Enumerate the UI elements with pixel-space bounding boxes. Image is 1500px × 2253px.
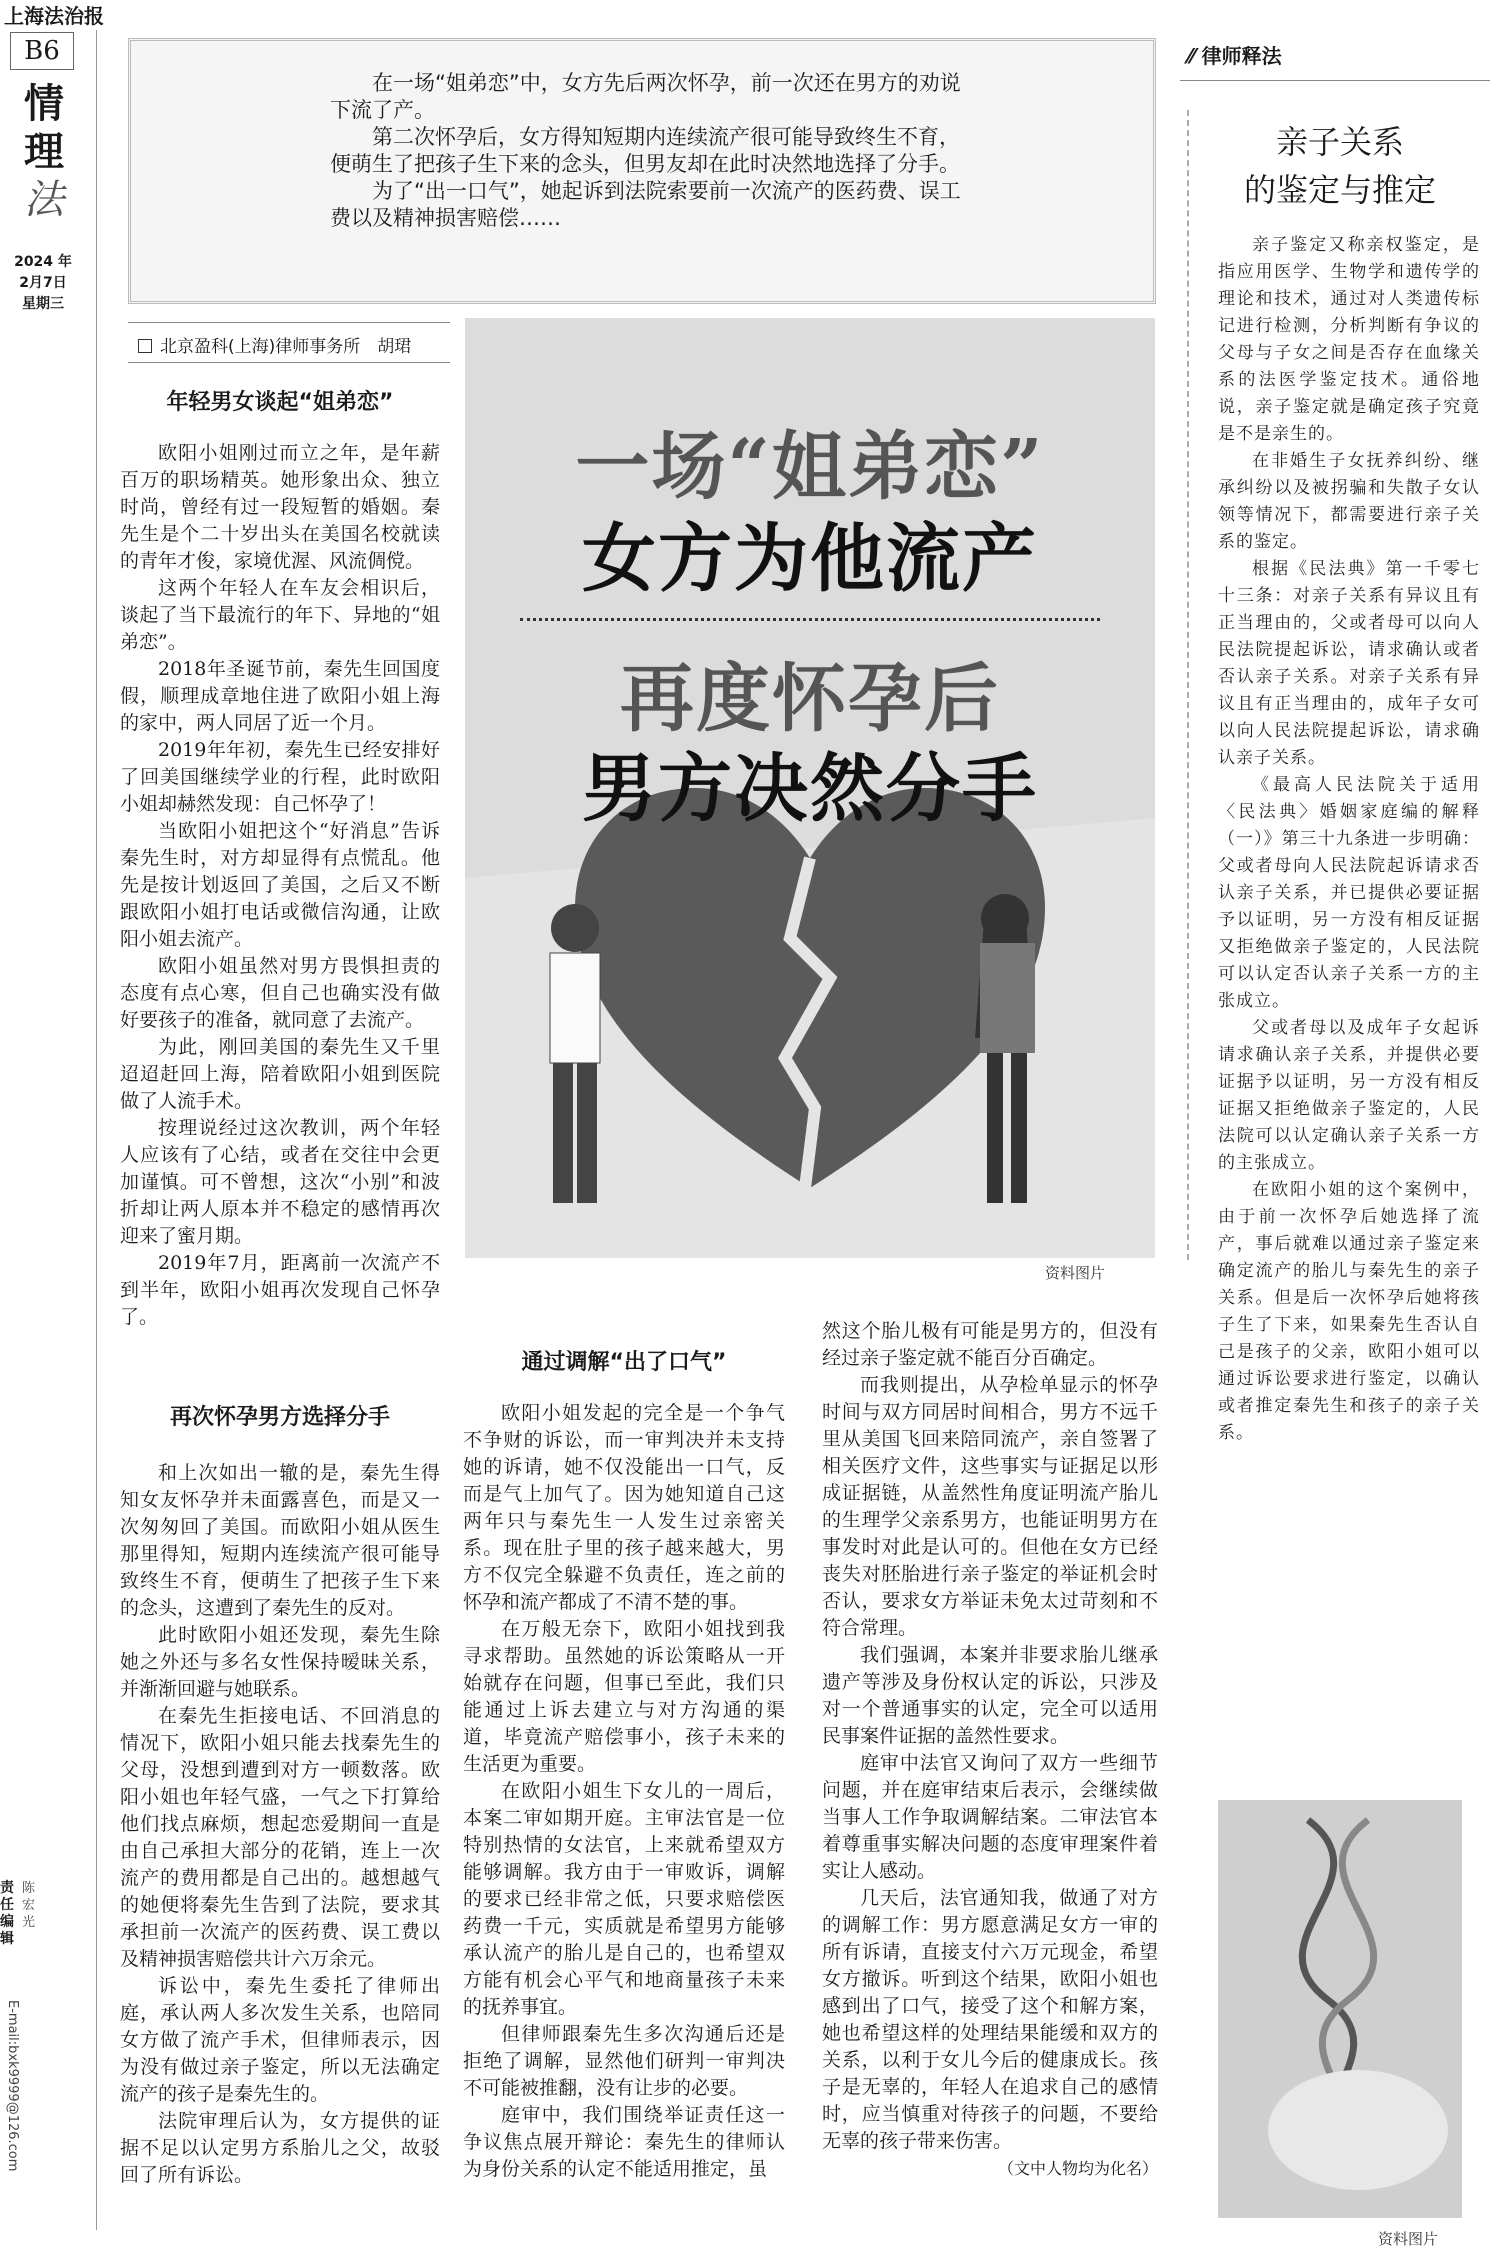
paragraph: 在秦先生拒接电话、不回消息的情况下，欧阳小姐只能去找秦先生的父母，没想到遭到对方一顿数落。欧阳小姐也年轻气盛，一气之下打算给他们找点麻烦，想起恋爱期间一直是由自己承担大部分的花销，连上一次流产的费用都是自己出的。越想越气的她便将秦先生告到了法院，要求其承担前一次流产的医药费、误工费以及精神损害赔偿共计六万余元。 <box>120 1705 440 1970</box>
col1-part2 <box>120 1460 440 2189</box>
paragraph: 《最高人民法院关于适用〈民法典〉婚姻家庭编的解释（一）》第三十九条进一步明确：父或者母向人民法院起诉请求否认亲子关系，并已提供必要证据予以证明，另一方没有相反证据又拒绝做亲子鉴定的，人民法院可以认定否认亲子关系一方的主张成立。 <box>1218 775 1480 1011</box>
byline-box-icon <box>138 339 152 353</box>
paragraph: 按理说经过这次教训，两个年轻人应该有了心结，或者在交往中会更加谨慎。可不曾想，这次“小别”和波折却让两人原本并不稳定的感情再次迎来了蜜月期。 <box>120 1117 440 1247</box>
headline-line-3: 再度怀孕后 <box>620 656 1000 742</box>
woman-figure <box>975 894 1035 1203</box>
paragraph: 然这个胎儿极有可能是男方的，但没有经过亲子鉴定就不能百分百确定。 <box>822 1320 1158 1369</box>
right-title-line-2: 的鉴定与推定 <box>1243 171 1436 209</box>
col1-heading-1: 年轻男女谈起“姐弟恋” <box>166 390 394 415</box>
byline-text: 北京盈科(上海)律师事务所 胡珺 <box>160 337 412 357</box>
paragraph: 法院审理后认为，女方提供的证据不足以认定男方系胎儿之父，故驳回了所有诉讼。 <box>120 2110 440 2186</box>
paragraph: 在欧阳小姐的这个案例中，由于前一次怀孕后她选择了流产，事后就难以通过亲子鉴定来确定流产的胎儿与秦先生的亲子关系。但是后一次怀孕后她将孩子生了下来，如果秦先生否认自己是孩子的父亲，欧阳小姐可以通过诉讼要求进行鉴定，以确认或者推定秦先生和孩子的亲子关系。 <box>1218 1180 1480 1443</box>
margin-divider <box>96 30 97 2230</box>
paragraph: 当欧阳小姐把这个“好消息”告诉秦先生时，对方却显得有点慌乱。他先是按计划返回了美国，之后又不断跟欧阳小姐打电话或微信沟通，让欧阳小姐去流产。 <box>120 820 440 950</box>
headline-line-2: 女方为他流产 <box>582 516 1038 602</box>
paragraph: 欧阳小姐虽然对男方畏惧担责的态度有点心寒，但自己也确实没有做好要孩子的准备，就同意了去流产。 <box>120 955 440 1031</box>
intro-para: 为了“出一口气”，她起诉到法院索要前一次流产的医药费、误工费以及精神损害赔偿…… <box>330 179 961 230</box>
byline-rule-bottom <box>128 362 450 363</box>
paragraph: 几天后，法官通知我，做通了对方的调解工作：男方愿意满足女方一审的所有诉请，直接支付六万元现金，希望女方撤诉。听到这个结果，欧阳小姐也感到出了口气，接受了这个和解方案，她也希望这样的处理结果能缓和双方的关系，以利于女儿今后的健康成长。孩子是无辜的，年轻人在追求自己的感情时，应当慎重对待孩子的问题，不要给无辜的孩子带来伤害。 <box>822 1887 1158 2152</box>
right-title-border <box>1187 110 1189 1260</box>
section-char-2: 理 <box>24 128 64 175</box>
paragraph: 为此，刚回美国的秦先生又千里迢迢赶回上海，陪着欧阳小姐到医院做了人流手术。 <box>120 1036 440 1112</box>
date-year: 2024 年 <box>14 254 72 270</box>
paragraph: 欧阳小姐发起的完全是一个争气不争财的诉讼，而一审判决并未支持她的诉请，她不仅没能出一口气，反而是气上加气了。因为她知道自己这两年只与秦先生一人发生过亲密关系。现在肚子里的孩子越来越大，男方不仅完全躲避不负责任，连之前的怀孕和流产都成了不清不楚的事。 <box>463 1402 785 1613</box>
right-label-text: 律师释法 <box>1201 44 1282 68</box>
slash-icon: ⁄⁄ <box>1188 44 1202 68</box>
page-number: B6 <box>10 32 74 70</box>
right-section-label <box>1188 40 1282 69</box>
paragraph: 而我则提出，从孕检单显示的怀孕时间与双方同居时间相合，男方不远千里从美国飞回来陪同流产，亲自签署了相关医疗文件，这些事实与证据足以形成证据链，从盖然性角度证明流产胎儿的生理学父亲系男方，也能证明男方在事发时对此是认可的。但他在女方已经丧失对胚胎进行亲子鉴定的举证机会时否认，要求女方举证未免太过苛刻和不符合常理。 <box>822 1374 1158 1639</box>
date-weekday: 星期三 <box>22 296 64 312</box>
paragraph: 诉讼中，秦先生委托了律师出庭，承认两人多次发生关系，也陪同女方做了流产手术，但律师表示，因为没有做过亲子鉴定，所以无法确定流产的孩子是秦先生的。 <box>120 1975 440 2105</box>
paragraph: 在万般无奈下，欧阳小姐找到我寻求帮助。虽然她的诉讼策略从一开始就存在问题，但事已至此，我们只能通过上诉去建立与对方沟通的渠道，毕竟流产赔偿事小，孩子未来的生活更为重要。 <box>463 1618 785 1775</box>
paragraph: 在非婚生子女抚养纠纷、继承纠纷以及被拐骗和失散子女认领等情况下，都需要进行亲子关系的鉴定。 <box>1218 451 1480 552</box>
paragraph: 和上次如出一辙的是，秦先生得知女友怀孕并未面露喜色，而是又一次匆匆回了美国。而欧阳小姐从医生那里得知，短期内连续流产很可能导致终生不育，便萌生了把孩子生下来的念头，这遭到了秦先生的反对。 <box>120 1462 440 1619</box>
byline-rule-top <box>128 322 450 323</box>
right-column-text <box>1218 232 1480 1447</box>
intro-para: 第二次怀孕后，女方得知短期内连续流产很可能导致终生不育，便萌生了把孩子生下来的念头，但男友却在此时决然地选择了分手。 <box>330 125 960 176</box>
dna-image-caption: 资料图片 <box>1378 2230 1439 2248</box>
paragraph: 此时欧阳小姐还发现，秦先生除她之外还与多名女性保持暧昧关系，并渐渐回避与她联系。 <box>120 1624 440 1700</box>
pseudonym-note: （文中人物均为化名） <box>997 2159 1158 2178</box>
paragraph: 欧阳小姐刚过而立之年，是年薪百万的职场精英。她形象出众、独立时尚，曾经有过一段短暂的婚姻。秦先生是个二十岁出头在美国名校就读的青年才俊，家境优渥、风流倜傥。 <box>120 442 440 572</box>
paragraph: 根据《民法典》第一千零七十三条：对亲子关系有异议且有正当理由的，父或者母可以向人民法院提起诉讼，请求确认或者否认亲子关系。对亲子关系有异议且有正当理由的，成年子女可以向人民法院提起诉讼，请求确认亲子关系。 <box>1218 559 1480 768</box>
paragraph: 庭审中，我们围绕举证责任这一争议焦点展开辩论：秦先生的律师认为身份关系的认定不能适用推定，虽 <box>463 2104 785 2180</box>
dna-image <box>1218 1800 1462 2218</box>
editor-label: 责任编辑 <box>0 1880 14 1947</box>
headline-line-1: 一场“姐弟恋” <box>575 424 1045 510</box>
masthead: 上海法治报 <box>4 4 104 28</box>
paragraph: 在欧阳小姐生下女儿的一周后，本案二审如期开庭。主审法官是一位特别热情的女法官，上来就希望双方能够调解。我方由于一审败诉，调解的要求已经非常之低，只要求赔偿医药费一千元，实质就是希望男方能够承认流产的胎儿是自己的，也希望双方能有机会心平气和地商量孩子未来的抚养事宜。 <box>463 1780 785 2018</box>
paragraph: 2019年7月，距离前一次流产不到半年，欧阳小姐再次发现自己怀孕了。 <box>120 1252 440 1328</box>
paragraph: 这两个年轻人在车友会相识后，谈起了当下最流行的年下、异地的“姐弟恋”。 <box>120 577 440 653</box>
right-title-line-1: 亲子关系 <box>1275 123 1404 161</box>
section-title <box>24 80 64 224</box>
paragraph: 父或者母以及成年子女起诉请求确认亲子关系，并提供必要证据予以证明，另一方没有相反证据又拒绝做亲子鉴定的，人民法院可以认定确认亲子关系一方的主张成立。 <box>1218 1018 1480 1173</box>
headline-line-4: 男方决然分手 <box>582 746 1038 832</box>
byline <box>138 332 411 357</box>
col2-heading: 通过调解“出了口气” <box>521 1350 727 1375</box>
paragraph: 庭审中法官又询问了双方一些细节问题，并在庭审结束后表示，会继续做当事人工作争取调解结案。二审法官本着尊重事实解决问题的态度审理案件着实让人感动。 <box>822 1752 1158 1882</box>
editor-name: 陈宏光 <box>22 1881 36 1930</box>
dna-helix-illustration <box>1218 1800 1462 2218</box>
section-char-3: 法 <box>24 177 64 223</box>
paragraph: 但律师跟秦先生多次沟通后还是拒绝了调解，显然他们研判一审判决不可能被推翻，没有让步的必要。 <box>463 2023 785 2099</box>
col3 <box>822 1318 1158 2182</box>
paragraph: 亲子鉴定又称亲权鉴定，是指应用医学、生物学和遗传学的理论和技术，通过对人类遗传标记进行检测，分析判断有争议的父母与子女之间是否存在血缘关系的法医学鉴定技术。通俗地说，亲子鉴定就是确定孩子究竟是不是亲生的。 <box>1218 235 1480 444</box>
section-char-1: 情 <box>24 80 64 127</box>
date-day: 2月7日 <box>19 275 67 291</box>
paragraph: 2018年圣诞节前，秦先生回国度假，顺理成章地住进了欧阳小姐上海的家中，两人同居了近一个月。 <box>120 658 440 734</box>
editor-email: E-mail:bxk9999@126.com <box>5 2000 20 2172</box>
intro-para: 在一场“姐弟恋”中，女方先后两次怀孕，前一次还在男方的劝说下流了产。 <box>330 71 961 122</box>
image-caption: 资料图片 <box>1045 1264 1106 1282</box>
col1-part1 <box>120 440 440 1331</box>
col1-heading-2: 再次怀孕男方选择分手 <box>169 1405 390 1430</box>
paragraph: 我们强调，本案并非要求胎儿继承遗产等涉及身份权认定的诉讼，只涉及对一个普通事实的认定，完全可以适用民事案件证据的盖然性要求。 <box>822 1644 1158 1747</box>
col2 <box>463 1400 785 2183</box>
right-label-rule <box>1180 80 1490 81</box>
right-title <box>1190 118 1490 214</box>
issue-date <box>6 252 80 315</box>
headline-divider <box>520 618 1100 621</box>
paragraph: 2019年年初，秦先生已经安排好了回美国继续学业的行程，此时欧阳小姐却赫然发现：自己怀孕了！ <box>120 739 440 815</box>
intro-text <box>330 70 970 232</box>
